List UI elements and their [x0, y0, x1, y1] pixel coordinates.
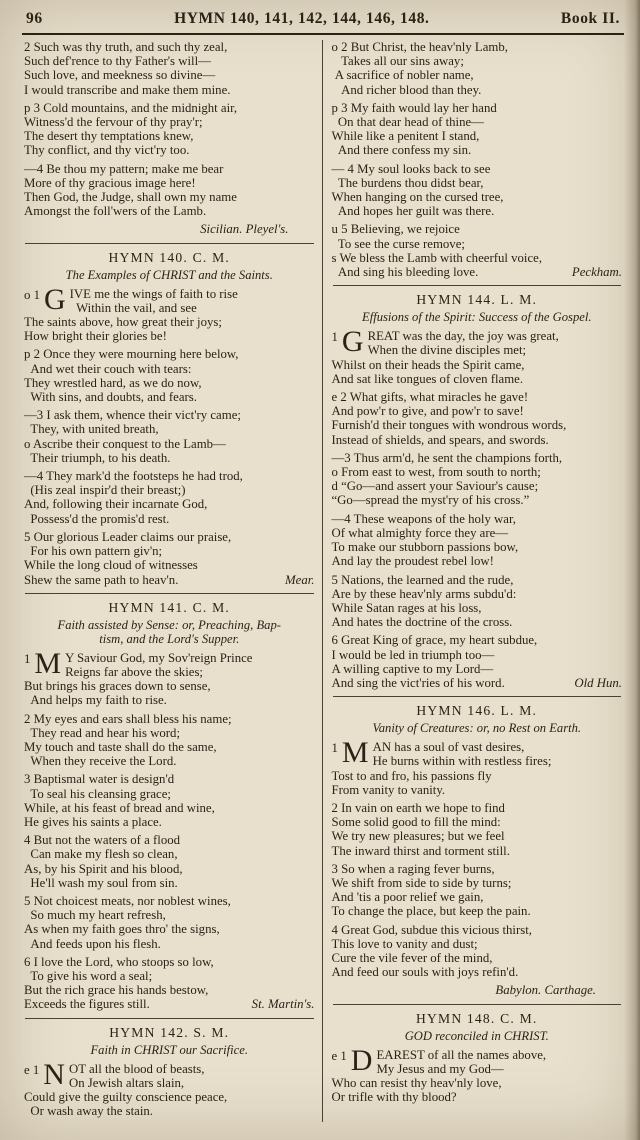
section-rule [25, 593, 314, 594]
verse-line: Or trifle with thy blood? [331, 1090, 457, 1105]
hymn-heading [332, 703, 623, 735]
verse [24, 40, 315, 97]
hymn-subtitle: Vanity of Creatures: or, no Rest on Earth. [372, 721, 582, 736]
verse-line: Or wash away the stain. [24, 1104, 154, 1119]
verse-line: Reigns far above the skies; [65, 664, 203, 679]
verse-line: 2 Such was thy truth, and such thy zeal, [24, 40, 228, 54]
verse-line: Of what almighty force they are— [331, 525, 509, 540]
verse-line: When the divine disciples met; [367, 343, 527, 358]
verse-line: We try new pleasures; but we feel [331, 829, 505, 844]
verse-line: Amongst the foll'wers of the Lamb. [24, 204, 207, 219]
verse-line: Furnish'd their tongues with wondrous words, [331, 418, 567, 433]
verse [24, 894, 315, 951]
verse-line: Thy conflict, and thy vict'ry too. [24, 143, 190, 158]
tune-attribution: Peckham. [571, 265, 622, 280]
verse-line: While Satan rages at his loss, [331, 600, 482, 615]
hymn-title: HYMN 146. L. M. [416, 703, 538, 719]
hymn-title: HYMN 144. L. M. [416, 292, 538, 308]
hymn-title: HYMN 142. S. M. [109, 1024, 230, 1040]
verse-line-text: And sing the vict'ries of his word. [331, 675, 505, 690]
verse-line: They, with united breath, [24, 422, 159, 437]
verse-line: Such love, and meekness so divine— [24, 68, 216, 83]
drop-cap: G [44, 282, 66, 316]
drop-cap: M [34, 646, 62, 680]
verse-line: And feed our souls with joys refin'd. [331, 965, 519, 980]
verse-line: EAREST of all the names above, [376, 1047, 547, 1062]
verse-line: The saints above, how great their joys; [24, 315, 222, 330]
verse-line: —4 These weapons of the holy war, [331, 511, 516, 526]
verse [24, 282, 315, 344]
section-rule [333, 285, 622, 286]
verse-line: To see the curse remove; [331, 236, 465, 251]
verse-line: To seal his cleansing grace; [24, 786, 171, 801]
verse-line: While, at his feast of bread and wine, [24, 800, 215, 815]
verse-line: Their triumph, to his death. [24, 450, 171, 465]
verse [24, 646, 315, 708]
verse-line: OT all the blood of beasts, [68, 1061, 205, 1076]
verse-line: To make our stubborn passions bow, [331, 540, 519, 555]
verse [332, 633, 623, 690]
verse-line: p 3 Cold mountains, and the midnight air, [24, 100, 238, 115]
verse-line: s We bless the Lamb with cheerful voice, [331, 250, 543, 265]
verse-line: While the long cloud of witnesses [24, 558, 198, 573]
hymn-title: HYMN 140. C. M. [108, 249, 230, 265]
verse-line: From vanity to vanity. [331, 782, 446, 797]
verse [24, 162, 315, 219]
verse [24, 833, 315, 890]
verse-line: Takes all our sins away; [331, 54, 464, 69]
verse-line: o Ascribe their conquest to the Lamb— [24, 436, 226, 451]
verse-line: But the rich grace his hands bestow, [24, 983, 209, 998]
drop-cap: M [341, 736, 369, 770]
verse-line: Witness'd the fervour of thy pray'r; [24, 115, 203, 130]
verse-line: The burdens thou didst bear, [331, 175, 484, 190]
verse-line: (His zeal inspir'd their breast;) [24, 483, 186, 498]
verse [332, 512, 623, 569]
page-body [22, 40, 624, 1122]
section-rule [333, 696, 622, 697]
verse-line: We shift from side to side by turns; [331, 875, 512, 890]
hymn-title: HYMN 148. C. M. [416, 1010, 538, 1026]
verse-line: And richer blood than they. [331, 82, 482, 97]
verse [24, 408, 315, 465]
verse-line: —3 Thus arm'd, he sent the champions forth, [331, 450, 563, 465]
verse-line: And feeds upon his flesh. [24, 936, 161, 951]
drop-cap: N [43, 1057, 65, 1091]
column-divider [322, 40, 323, 1122]
verse [332, 573, 623, 630]
dropcap-wrap [24, 1057, 65, 1091]
verse-line: He'll wash my soul from sin. [24, 875, 178, 890]
verse-line: And there confess my sin. [331, 143, 472, 158]
verse-marker: 1 [331, 330, 338, 345]
book-label: Book II. [560, 10, 620, 27]
hymn-heading [24, 1025, 315, 1057]
verse [24, 469, 315, 526]
verse-line: p 3 My faith would lay her hand [331, 100, 497, 115]
page-title: HYMN 140, 141, 142, 144, 146, 148. [174, 10, 430, 27]
verse-line: o From east to west, from south to north; [331, 465, 541, 480]
verse-line: Instead of shields, and spears, and swords. [331, 432, 549, 447]
verse-line: Possess'd the promis'd rest. [24, 511, 170, 526]
drop-cap: D [350, 1043, 373, 1077]
verse-line: More of thy gracious image here! [24, 175, 196, 190]
verse-line: “Go—spread the myst'ry of his cross.” [331, 493, 530, 508]
verse-line: —4 They mark'd the footsteps he had trod, [24, 469, 243, 484]
verse-line: They read and hear his word; [24, 725, 181, 740]
verse-line: 2 My eyes and ears shall bless his name; [24, 711, 232, 726]
verse-marker: e 1 [24, 1062, 40, 1077]
verse [332, 862, 623, 919]
verse-line: Cure the vile fever of the mind, [331, 950, 493, 965]
hymn-subtitle: Faith in CHRIST our Sacrifice. [90, 1042, 249, 1057]
verse-line: When hanging on the cursed tree, [331, 190, 504, 205]
verse-line: How bright their glories be! [24, 329, 167, 344]
verse-line: When they receive the Lord. [24, 754, 177, 769]
verse-line: 4 But not the waters of a flood [24, 833, 181, 848]
verse-line: — 4 My soul looks back to see [331, 161, 491, 176]
verse-line: To change the place, but keep the pain. [331, 904, 531, 919]
verse [332, 162, 623, 219]
verse-line: 5 Our glorious Leader claims our praise, [24, 529, 232, 544]
verse-line: 3 Baptismal water is design'd [24, 772, 175, 787]
verse [24, 347, 315, 404]
verse-line: The inward thirst and torment still. [331, 843, 510, 858]
hymn-subtitle: tism, and the Lord's Supper. [99, 631, 240, 646]
verse-line: Who can resist thy heav'nly love, [331, 1075, 502, 1090]
section-rule [333, 1004, 622, 1005]
hymn-title: HYMN 141. C. M. [108, 599, 230, 615]
verse-line: d “Go—and assert your Saviour's cause; [331, 479, 539, 494]
verse [24, 712, 315, 769]
verse [24, 772, 315, 829]
hymn-heading [332, 292, 623, 324]
verse [24, 1057, 315, 1119]
verse-line: REAT was the day, the joy was great, [367, 329, 559, 344]
verse-line: With sins, and doubts, and fears. [24, 390, 197, 405]
verse-line: My touch and taste shall do the same, [24, 739, 217, 754]
verse-line [24, 573, 315, 587]
verse-line: And 'tis a poor relief we gain, [331, 890, 484, 905]
page-number: 96 [26, 10, 43, 27]
verse-line: But brings his graces down to sense, [24, 679, 211, 694]
verse-line: And sat like tongues of cloven flame. [331, 371, 524, 386]
verse-line: Some solid good to fill the mind: [331, 815, 501, 830]
verse-line: The desert thy temptations knew, [24, 129, 194, 144]
hymn-subtitle: The Examples of CHRIST and the Saints. [65, 267, 273, 282]
verse-line: On Jewish altars slain, [68, 1075, 185, 1090]
verse-line: And wet their couch with tears: [24, 361, 192, 376]
verse-line: He gives his saints a place. [24, 814, 162, 829]
verse-line: And lay the proudest rebel low! [331, 554, 494, 569]
verse-line: Y Saviour God, my Sov'reign Prince [65, 650, 253, 665]
verse-line: Such def'rence to thy Father's will— [24, 54, 211, 69]
section-rule [25, 243, 314, 244]
verse-line: And hates the doctrine of the cross. [331, 615, 513, 630]
verse-line: And, following their incarnate God, [24, 497, 208, 512]
verse-line: Within the vail, and see [69, 300, 197, 315]
verse [332, 801, 623, 858]
verse-marker: e 1 [331, 1048, 347, 1063]
verse [332, 923, 623, 980]
verse-line-text: Exceeds the figures still. [24, 997, 150, 1012]
verse-line: Are by these heav'nly arms subdu'd: [331, 586, 517, 601]
verse-line: 4 Great God, subdue this vicious thirst, [331, 922, 532, 937]
tune-attribution: St. Martin's. [251, 997, 315, 1012]
tune-attribution: Mear. [285, 572, 315, 587]
verse-line: While like a penitent I stand, [331, 129, 480, 144]
dropcap-wrap [331, 1043, 373, 1077]
verse-line: u 5 Believing, we rejoice [331, 222, 460, 237]
verse-line: So much my heart refresh, [24, 908, 166, 923]
verse-line [332, 676, 623, 690]
tune-attribution: Babylon. Carthage. [495, 983, 596, 998]
verse-line: o 2 But Christ, the heav'nly Lamb, [331, 40, 508, 54]
tune-attribution: Sicilian. Pleyel's. [200, 222, 289, 237]
hymn-heading [24, 600, 315, 646]
verse-line: And hopes her guilt was there. [331, 204, 495, 219]
verse-line: 2 In vain on earth we hope to find [331, 800, 505, 815]
verse-line: 6 I love the Lord, who stoops so low, [24, 954, 214, 969]
verse-marker: 1 [24, 651, 31, 666]
verse-line: Tost to and fro, his passions fly [331, 768, 492, 783]
verse-line: Could give the guilty conscience peace, [24, 1089, 228, 1104]
verse-line: My Jesus and my God— [376, 1061, 504, 1076]
verse-line: —3 I ask them, whence their vict'ry came; [24, 408, 241, 423]
verse [331, 1043, 623, 1105]
verse-line: This love to vanity and dust; [331, 936, 478, 951]
verse-line: 6 Great King of grace, my heart subdue, [331, 633, 538, 648]
verse-line: And helps my faith to rise. [24, 693, 167, 708]
page-header [22, 8, 624, 35]
hymn-subtitle: Faith assisted by Sense: or, Preaching, Bap- [57, 617, 281, 632]
verse-line: e 2 What gifts, what miracles he gave! [331, 390, 529, 405]
right-column [324, 40, 625, 1122]
left-column [22, 40, 321, 1122]
verse [332, 390, 623, 447]
verse [332, 451, 623, 508]
verse-line [24, 997, 315, 1011]
verse-line: —4 Be thou my pattern; make me bear [24, 161, 224, 176]
section-rule [25, 1018, 314, 1019]
verse-line: Can make my flesh so clean, [24, 847, 178, 862]
verse-line: They wrestled hard, as we do now, [24, 375, 202, 390]
verse [24, 955, 315, 1012]
hymn-heading [24, 250, 315, 282]
drop-cap: G [341, 325, 364, 359]
verse [332, 222, 623, 279]
verse-marker: o 1 [24, 287, 40, 302]
verse-line: A willing captive to my Lord— [331, 661, 494, 676]
verse-line: On that dear head of thine— [331, 115, 484, 130]
verse-line: I would be led in triumph too— [331, 647, 495, 662]
verse-line: AN has a soul of vast desires, [372, 740, 525, 755]
verse-line: 5 Not choicest meats, nor noblest wines, [24, 893, 231, 908]
verse [332, 101, 623, 158]
page-edge-shadow [624, 0, 640, 1140]
verse-line: For his own pattern giv'n; [24, 544, 163, 559]
tune-attribution: Old Hun. [574, 675, 622, 690]
hymn-subtitle: Effusions of the Spirit: Success of the Gospel. [362, 310, 592, 325]
verse-line: p 2 Once they were mourning here below, [24, 347, 239, 362]
verse-line: To give his word a seal; [24, 968, 153, 983]
verse-line: As, by his Spirit and his blood, [24, 861, 183, 876]
verse-line-text: Shew the same path to heav'n. [24, 572, 179, 587]
dropcap-wrap [24, 282, 66, 316]
verse-line: And pow'r to give, and pow'r to save! [331, 404, 524, 419]
verse-line: A sacrifice of nobler name, [331, 68, 474, 83]
verse-line: He burns within with restless fires; [372, 754, 552, 769]
verse-line: IVE me the wings of faith to rise [69, 286, 238, 301]
verse-line-text: And sing his bleeding love. [331, 265, 479, 280]
verse-line: Whilst on their heads the Spirit came, [331, 357, 525, 372]
verse-line: 3 So when a raging fever burns, [331, 861, 495, 876]
verse-marker: 1 [331, 741, 338, 756]
dropcap-wrap [331, 736, 369, 770]
verse [24, 101, 315, 158]
verse-line [332, 265, 623, 279]
verse [331, 736, 623, 797]
dropcap-wrap [331, 325, 364, 359]
verse-line: As when my faith goes thro' the signs, [24, 922, 220, 937]
dropcap-wrap [24, 646, 62, 680]
verse-line: Then God, the Judge, shall own my name [24, 190, 237, 205]
verse [331, 325, 623, 386]
verse-line: I would transcribe and make them mine. [24, 82, 231, 97]
verse [332, 40, 623, 97]
verse [24, 530, 315, 587]
hymn-subtitle: GOD reconciled in CHRIST. [404, 1028, 549, 1043]
verse-line: 5 Nations, the learned and the rude, [331, 572, 514, 587]
hymn-heading [332, 1011, 623, 1043]
